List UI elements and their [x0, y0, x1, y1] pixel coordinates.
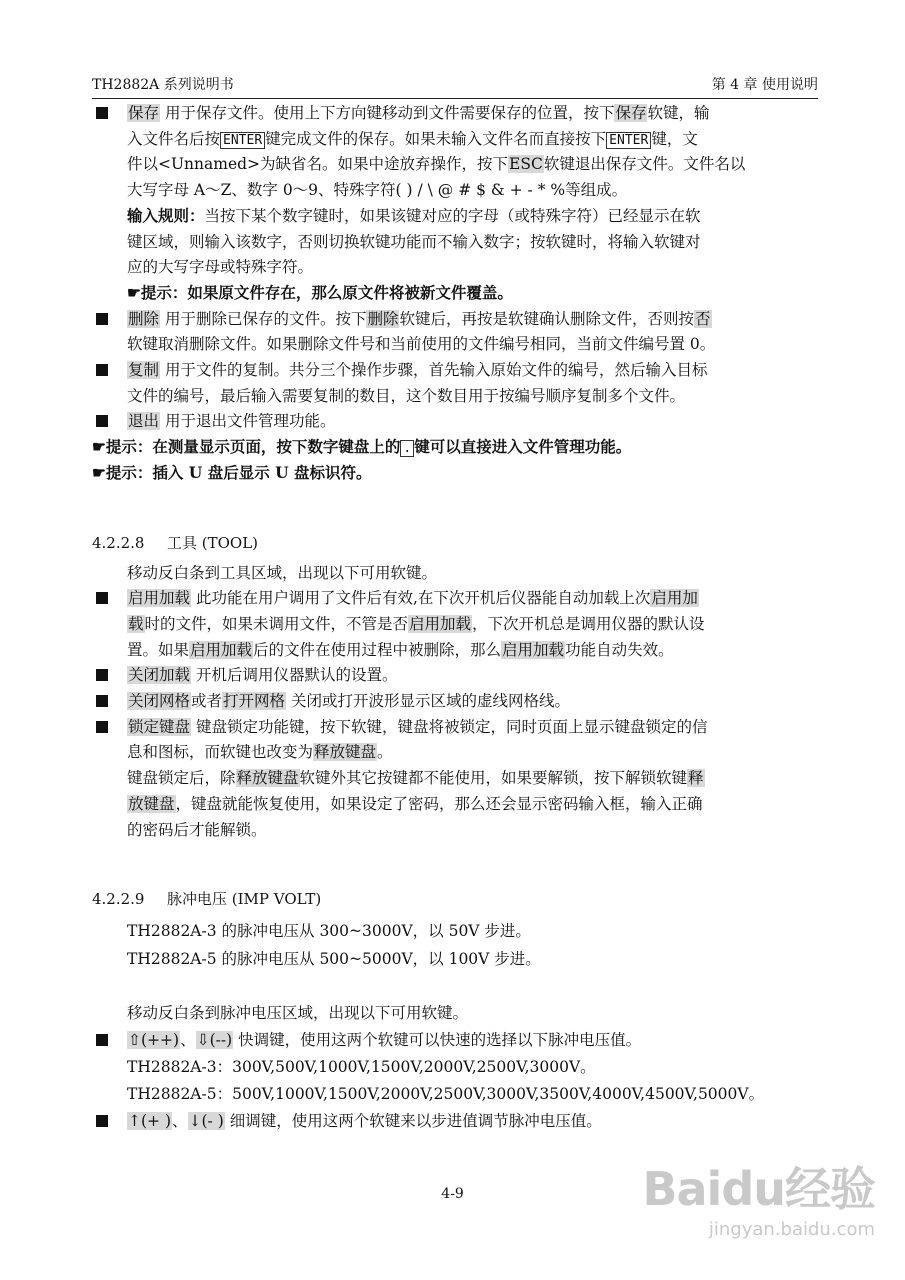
softkey-label: ⇩(--) [196, 1031, 233, 1050]
body-text: 用于保存文件。使用上下方向键移动到文件需要保存的位置，按下 [160, 104, 615, 122]
body-text: 用于删除已保存的文件。按下 [160, 309, 367, 328]
bullet-item [127, 408, 818, 434]
softkey-label: 保存 [128, 104, 160, 122]
text-line [127, 203, 818, 229]
body-text: 用于退出文件管理功能。 [160, 412, 336, 431]
text-line [127, 1054, 818, 1080]
softkey-label: 关闭加载 [128, 666, 191, 685]
softkey-label: 载 [128, 614, 144, 633]
text-line [127, 765, 818, 791]
text-line [127, 126, 818, 152]
body-text: 入文件名后按 [127, 129, 221, 148]
key-label: ENTER [220, 132, 265, 149]
softkey-label: 删除 [128, 309, 160, 328]
bullet-square-icon [96, 313, 108, 325]
softkey-label: 保存 [615, 104, 647, 122]
bullet-square-icon [96, 1034, 108, 1046]
bullet-square-icon [96, 695, 108, 707]
softkey-label: 放键盘 [128, 794, 175, 813]
body-text: 软键退出保存文件。文件名以 [543, 155, 746, 174]
bullet-item [127, 714, 818, 740]
text-line [127, 1081, 818, 1107]
body-text: 时的文件，如果未调用文件，不管是否 [144, 614, 409, 633]
key-label: ENTER [606, 132, 651, 149]
body-text: 文件的编号，最后输入需要复制的数目，这个数目用于按编号顺序复制多个文件。 [127, 386, 686, 405]
body-text: 或者 [191, 692, 223, 710]
bullet-square-icon [96, 364, 108, 376]
softkey-label: ESC [509, 155, 543, 174]
body-text: 大写字母 A～Z、数字 0～9、特殊字符( ) / \ @ # $ & + - * %等组成。 [127, 181, 628, 200]
bold-text: ☛提示：如果原文件存在，那么原文件将被新文件覆盖。 [127, 282, 513, 302]
bullet-item [127, 1108, 818, 1134]
body-text: 后的文件在使用过程中被删除，那么 [253, 640, 502, 659]
bullet-square-icon [96, 415, 108, 427]
softkey-label: 锁定键盘 [128, 717, 191, 736]
softkey-label: 否 [694, 309, 711, 328]
body-text: 软键取消删除文件。如果删除文件号和当前使用的文件编号相同，当前文件编号置 0。 [127, 335, 716, 354]
body-text: 软键外其它按键都不能使用，如果要解锁，按下解锁软键 [299, 769, 688, 788]
text-line [127, 791, 818, 817]
bullet-item [127, 585, 818, 611]
text-line [127, 918, 818, 944]
body-text: 、 [180, 1031, 196, 1050]
body-text: TH2882A-5：500V,1000V,1500V,2000V,2500V,3000V,3500V,4000V,4500V,5000V。 [127, 1085, 765, 1104]
section-title: 工具 (TOOL) [167, 533, 259, 552]
softkey-label: ↓(- ) [188, 1112, 224, 1131]
body-text: 功能自动失效。 [565, 640, 674, 659]
body-text: 快调键，使用这两个软键可以快速的选择以下脉冲电压值。 [233, 1031, 642, 1050]
text-line [127, 817, 818, 843]
page-number: 4-9 [441, 1186, 464, 1202]
body-text: 移动反白条到脉冲电压区域，出现以下可用软键。 [127, 1004, 469, 1023]
body-text: 键完成文件的保存。如果未输入文件名而直接按下 [265, 129, 607, 148]
body-text: 。 [377, 743, 393, 762]
section-title: 脉冲电压 (IMP VOLT) [167, 890, 322, 909]
section-number: 4.2.2.8 [92, 533, 145, 552]
section-heading [92, 530, 818, 556]
bullet-item [127, 688, 818, 714]
text-line [92, 434, 818, 460]
body-text: 软键后，再按是软键确认删除文件，否则按 [399, 309, 694, 328]
body-text: 键盘锁定后，除 [127, 769, 236, 788]
bullet-square-icon [96, 1115, 108, 1127]
bullet-item [127, 100, 818, 126]
bullet-square-icon [96, 721, 108, 733]
text-line [127, 229, 818, 255]
bullet-item [127, 662, 818, 688]
softkey-label: 打开网格 [223, 692, 286, 710]
body-text: 键区域，则输入该数字，否则切换软键功能而不输入数字；按软键时，将输入软键对 [127, 232, 701, 251]
bullet-item [127, 306, 818, 332]
softkey-label: 释 [688, 769, 704, 788]
text-line [127, 383, 818, 409]
bullet-square-icon [96, 592, 108, 604]
page-header [92, 76, 818, 99]
body-text: 开机后调用仪器默认的设置。 [191, 666, 398, 685]
body-text: ，下次开机总是调用仪器的默认设 [472, 614, 705, 633]
bullet-item [127, 357, 818, 383]
softkey-label: ↑(+ ) [128, 1112, 171, 1131]
bold-text: ☛提示：插入 U 盘后显示 U 盘标识符。 [92, 462, 372, 482]
text-line [127, 637, 818, 663]
body-text: 键盘锁定功能键，按下软键，键盘将被锁定，同时页面上显示键盘锁定的信 [191, 717, 708, 736]
bold-text: 键可以直接进入文件管理功能。 [414, 437, 632, 457]
softkey-label: 启用加载 [502, 640, 565, 659]
text-line [127, 280, 818, 306]
text-line [127, 331, 818, 357]
body-text: 移动反白条到工具区域，出现以下可用软键。 [127, 563, 438, 582]
softkey-label: 启用加载 [409, 614, 472, 633]
body-text: 的密码后才能解锁。 [127, 820, 267, 839]
text-line [127, 151, 818, 177]
body-text: 件以<Unnamed>为缺省名。如果中途放弃操作，按下 [127, 155, 509, 174]
watermark-brand: Baidu经验 [642, 1162, 875, 1216]
softkey-label: ⇧(++) [128, 1031, 180, 1050]
softkey-label: 退出 [128, 412, 160, 431]
body-text: 键，文 [651, 129, 698, 148]
watermark [642, 1153, 875, 1240]
text-line [127, 739, 818, 765]
body-text: 当按下某个数字键时，如果该键对应的字母（或特殊字符）已经显示在软 [204, 206, 701, 225]
text-line [127, 254, 818, 280]
body-text: 此功能在用户调用了文件后有效,在下次开机后仪器能自动加载上次 [191, 589, 651, 608]
body-text: 、 [172, 1112, 188, 1131]
body-text: 用于文件的复制。共分三个操作步骤，首先输入原始文件的编号，然后输入目标 [160, 361, 708, 379]
text-line [127, 560, 818, 586]
softkey-label: 启用加 [651, 589, 698, 608]
softkey-label: 释放键盘 [314, 743, 377, 762]
body-text: TH2882A-5 的脉冲电压从 500~5000V，以 100V 步进。 [127, 950, 541, 969]
text-line [127, 946, 818, 972]
body-text: 关闭或打开波形显示区域的虚线网格线。 [286, 692, 570, 710]
bullet-square-icon [96, 669, 108, 681]
text-line [92, 460, 818, 486]
header-chapter: 第 4 章 使用说明 [711, 77, 818, 93]
section-heading [92, 886, 818, 912]
watermark-url: jingyan.baidu.com [708, 1219, 875, 1240]
body-text: TH2882A-3：300V,500V,1000V,1500V,2000V,2500V,3000V。 [127, 1058, 596, 1077]
section-number: 4.2.2.9 [92, 890, 145, 909]
softkey-label: 启用加载 [128, 589, 191, 608]
body-text: TH2882A-3 的脉冲电压从 300~3000V，以 50V 步进。 [127, 922, 531, 941]
text-line [127, 177, 818, 203]
key-label: . [400, 440, 414, 457]
body-text: 息和图标，而软键也改变为 [127, 743, 314, 762]
text-line [127, 611, 818, 637]
softkey-label: 关闭网格 [128, 692, 191, 710]
body-text: 置。如果 [127, 640, 190, 659]
body-text: 细调键，使用这两个软键来以步进值调节脉冲电压值。 [224, 1112, 602, 1131]
softkey-label: 复制 [128, 361, 160, 379]
bold-text: 输入规则： [127, 205, 205, 225]
header-doc-title: TH2882A 系列说明书 [92, 77, 234, 93]
softkey-label: 启用加载 [190, 640, 253, 659]
softkey-label: 删除 [367, 309, 399, 328]
text-line [127, 1000, 818, 1026]
softkey-label: 释放键盘 [236, 769, 299, 788]
body-text: 应的大写字母或特殊字符。 [127, 258, 314, 277]
bullet-square-icon [96, 107, 108, 119]
body-text: ，键盘就能恢复使用，如果设定了密码，那么还会显示密码输入框，输入正确 [175, 794, 703, 813]
bold-text: ☛提示：在测量显示页面，按下数字键盘上的 [92, 437, 401, 457]
bullet-item [127, 1027, 818, 1053]
body-text: 软键，输 [647, 104, 710, 122]
